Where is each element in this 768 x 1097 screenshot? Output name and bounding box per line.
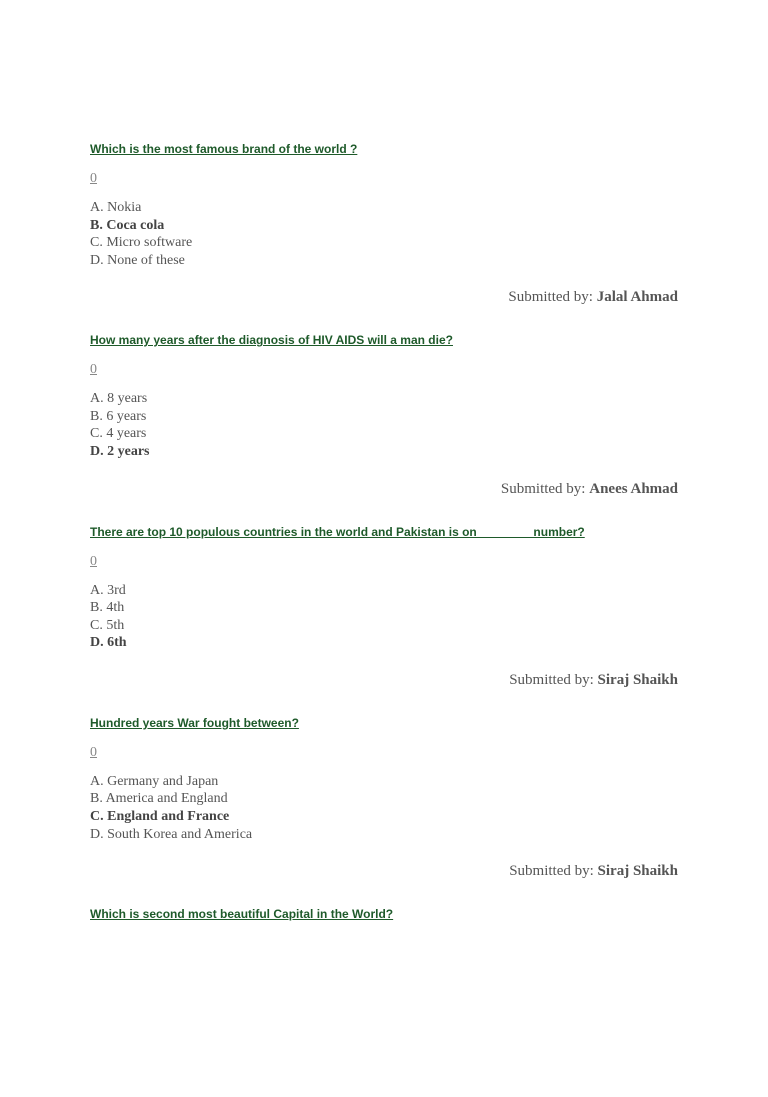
question-block <box>90 715 678 906</box>
question-link[interactable]: How many years after the diagnosis of HIV AIDS will a man die? <box>90 333 453 348</box>
answer-count-link[interactable]: 0 <box>90 744 97 760</box>
submitter-name: Anees Ahmad <box>589 480 678 497</box>
question-block <box>90 332 678 523</box>
submitter-name: Jalal Ahmad <box>596 289 678 306</box>
question-block <box>90 141 678 332</box>
option-c: C. 5th <box>90 617 125 633</box>
option-a: A. 3rd <box>90 582 126 598</box>
option-c-correct: C. England and France <box>90 809 230 825</box>
question-link[interactable]: Which is second most beautiful Capital in the World? <box>90 907 394 922</box>
submitted-by-label: Submitted by: <box>500 480 586 497</box>
answer-count-link[interactable]: 0 <box>90 553 97 569</box>
option-a: A. 8 years <box>90 391 148 407</box>
submitter-name: Siraj Shaikh <box>597 863 678 880</box>
submitted-by-label: Submitted by: <box>509 671 594 688</box>
document-page <box>90 141 678 1097</box>
submitted-by <box>90 480 678 498</box>
option-b: B. 6 years <box>90 408 147 424</box>
question-link[interactable]: Hundred years War fought between? <box>90 715 299 730</box>
submitted-by <box>90 862 678 880</box>
submitted-by-label: Submitted by: <box>509 863 594 880</box>
option-a: A. Nokia <box>90 200 142 215</box>
submitted-by <box>90 671 678 689</box>
submitter-name: Siraj Shaikh <box>597 671 678 688</box>
answer-count-link[interactable]: 0 <box>90 171 97 186</box>
option-d-correct: D. 2 years <box>90 444 150 460</box>
option-c: C. Micro software <box>90 235 193 251</box>
question-block <box>90 906 678 1097</box>
option-b-correct: B. Coca cola <box>90 217 165 233</box>
option-d: D. None of these <box>90 252 185 268</box>
submitted-by <box>90 288 678 306</box>
option-b: B. America and England <box>90 791 228 807</box>
options-list <box>90 773 678 843</box>
options-list <box>90 199 678 269</box>
answer-count-link[interactable]: 0 <box>90 362 97 378</box>
option-b: B. 4th <box>90 600 125 616</box>
options-list <box>90 390 678 460</box>
option-c: C. 4 years <box>90 426 147 442</box>
question-link[interactable]: Which is the most famous brand of the world ? <box>90 142 358 156</box>
question-block <box>90 524 678 715</box>
question-link[interactable]: There are top 10 populous countries in the world and Pakistan is on number? <box>90 524 585 539</box>
submitted-by-label: Submitted by: <box>508 289 593 306</box>
option-d: D. South Korea and America <box>90 826 253 842</box>
options-list <box>90 582 678 652</box>
option-a: A. Germany and Japan <box>90 773 219 789</box>
option-d-correct: D. 6th <box>90 635 127 651</box>
